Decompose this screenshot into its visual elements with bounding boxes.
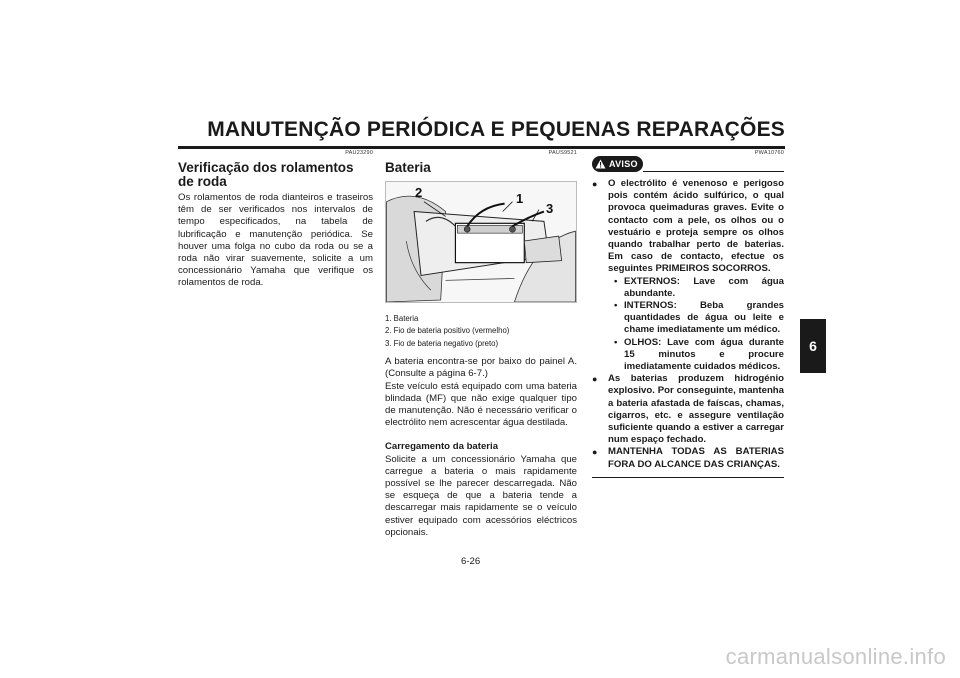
warning-item [592, 373, 784, 446]
callout-1: 1 [516, 191, 524, 206]
warning-subtext: EXTERNOS: Lave com água abundante. [624, 275, 784, 299]
warning-rule [643, 171, 784, 173]
section-battery [385, 150, 577, 539]
warning-subitem [614, 276, 784, 300]
callout-2: 2 [415, 185, 423, 200]
section-code: PAUS9521 [548, 150, 577, 156]
warning-header [592, 156, 784, 172]
warning-triangle-icon [595, 159, 606, 169]
warning-label: AVISO [609, 159, 638, 169]
bullet-icon: ● [592, 179, 598, 189]
page-number: 6-26 [461, 556, 481, 567]
warning-text: As baterias produzem hidrogénio explosivo. Por conseguinte, mantenha a bateria afastada de faíscas, chamas, cigarros, etc. e assegure ventilação suficiente quando a estiver a carregar num espaço fechado. [608, 373, 784, 446]
warning-text: O electrólito é venenoso e perigoso pois contém ácido sulfúrico, o qual provoca queimaduras graves. Evite o contacto com a pele, os olhos ou o vestuário e proteja sempre os olhos quando trabalhar perto de baterias. Em caso de contacto, efectue os seguintes PRIMEIROS SOCORROS. [608, 178, 784, 275]
warning-list [592, 178, 784, 471]
warning-code: PWA10760 [754, 150, 784, 156]
battery-type-text: Este veículo está equipado com uma bateria blindada (MF) que não exige qualquer tipo de manutenção. Não é necessário verificar o electrólito nem acrescentar água destilada. [385, 380, 577, 429]
section-title: Bateria [385, 160, 431, 175]
bullet-icon: ● [592, 447, 598, 458]
warning-end-rule [592, 477, 784, 479]
section-wheel-bearings [178, 150, 373, 290]
caption-item: 1. Bateria [385, 314, 419, 323]
sub-bullet-icon: • [614, 336, 618, 348]
charging-text: Solicite a um concessionário Yamaha que carregue a bateria o mais rapidamente possível se lhe parecer descarregada. Não se esqueça de que a bateria tende a descarregar mais rapidamente se o veículo estiver equipado com acessórios eléctricos opcionais. [385, 453, 577, 538]
caption-item: 2. Fio de bateria positivo (vermelho) [385, 326, 510, 336]
section-body: Os rolamentos de roda dianteiros e traseiros têm de ser verificados nos intervalos de tempo especificados, na tabela de lubrificação e manutenção periódica. Se houver uma folga no cubo da roda ou se a roda não virar suavemente, solicite a um concessionário Yamaha que verifique os rolamentos de roda. [178, 192, 373, 289]
section-title: Verificação dos rolamentos de roda [178, 160, 354, 189]
warning-block [592, 150, 784, 478]
sub-bullet-icon: • [614, 300, 618, 312]
warning-badge [592, 156, 643, 172]
section-code: PAU23290 [345, 150, 373, 156]
warning-subitem [614, 337, 784, 374]
battery-illustration [386, 182, 576, 302]
figure-captions [385, 313, 577, 350]
battery-location-text: A bateria encontra-se por baixo do painel A. (Consulte a página 6-7.) [385, 356, 577, 380]
header-rule [178, 146, 785, 149]
callout-3: 3 [546, 201, 554, 216]
warning-text: MANTENHA TODAS AS BATERIAS FORA DO ALCANCE DAS CRIANÇAS. [608, 446, 784, 470]
page-title: MANUTENÇÃO PERIÓDICA E PEQUENAS REPARAÇÕES [207, 118, 785, 141]
warning-subtext: INTERNOS: Beba grandes quantidades de água ou leite e chame imediatamente um médico. [624, 300, 784, 336]
charging-subheading: Carregamento da bateria [385, 441, 499, 453]
warning-item [592, 178, 784, 373]
battery-figure [385, 181, 577, 303]
page-header [178, 118, 785, 149]
warning-item [592, 446, 784, 470]
chapter-tab: 6 [800, 319, 826, 373]
sub-bullet-icon: • [614, 275, 618, 287]
watermark: carmanualsonline.info [725, 644, 946, 669]
bullet-icon: ● [592, 374, 598, 385]
caption-item: 3. Fio de bateria negativo (preto) [385, 338, 499, 348]
warning-subitem [614, 300, 784, 337]
warning-subtext: OLHOS: Lave com água durante 15 minutos e procure imediatamente cuidados médicos. [624, 336, 784, 373]
